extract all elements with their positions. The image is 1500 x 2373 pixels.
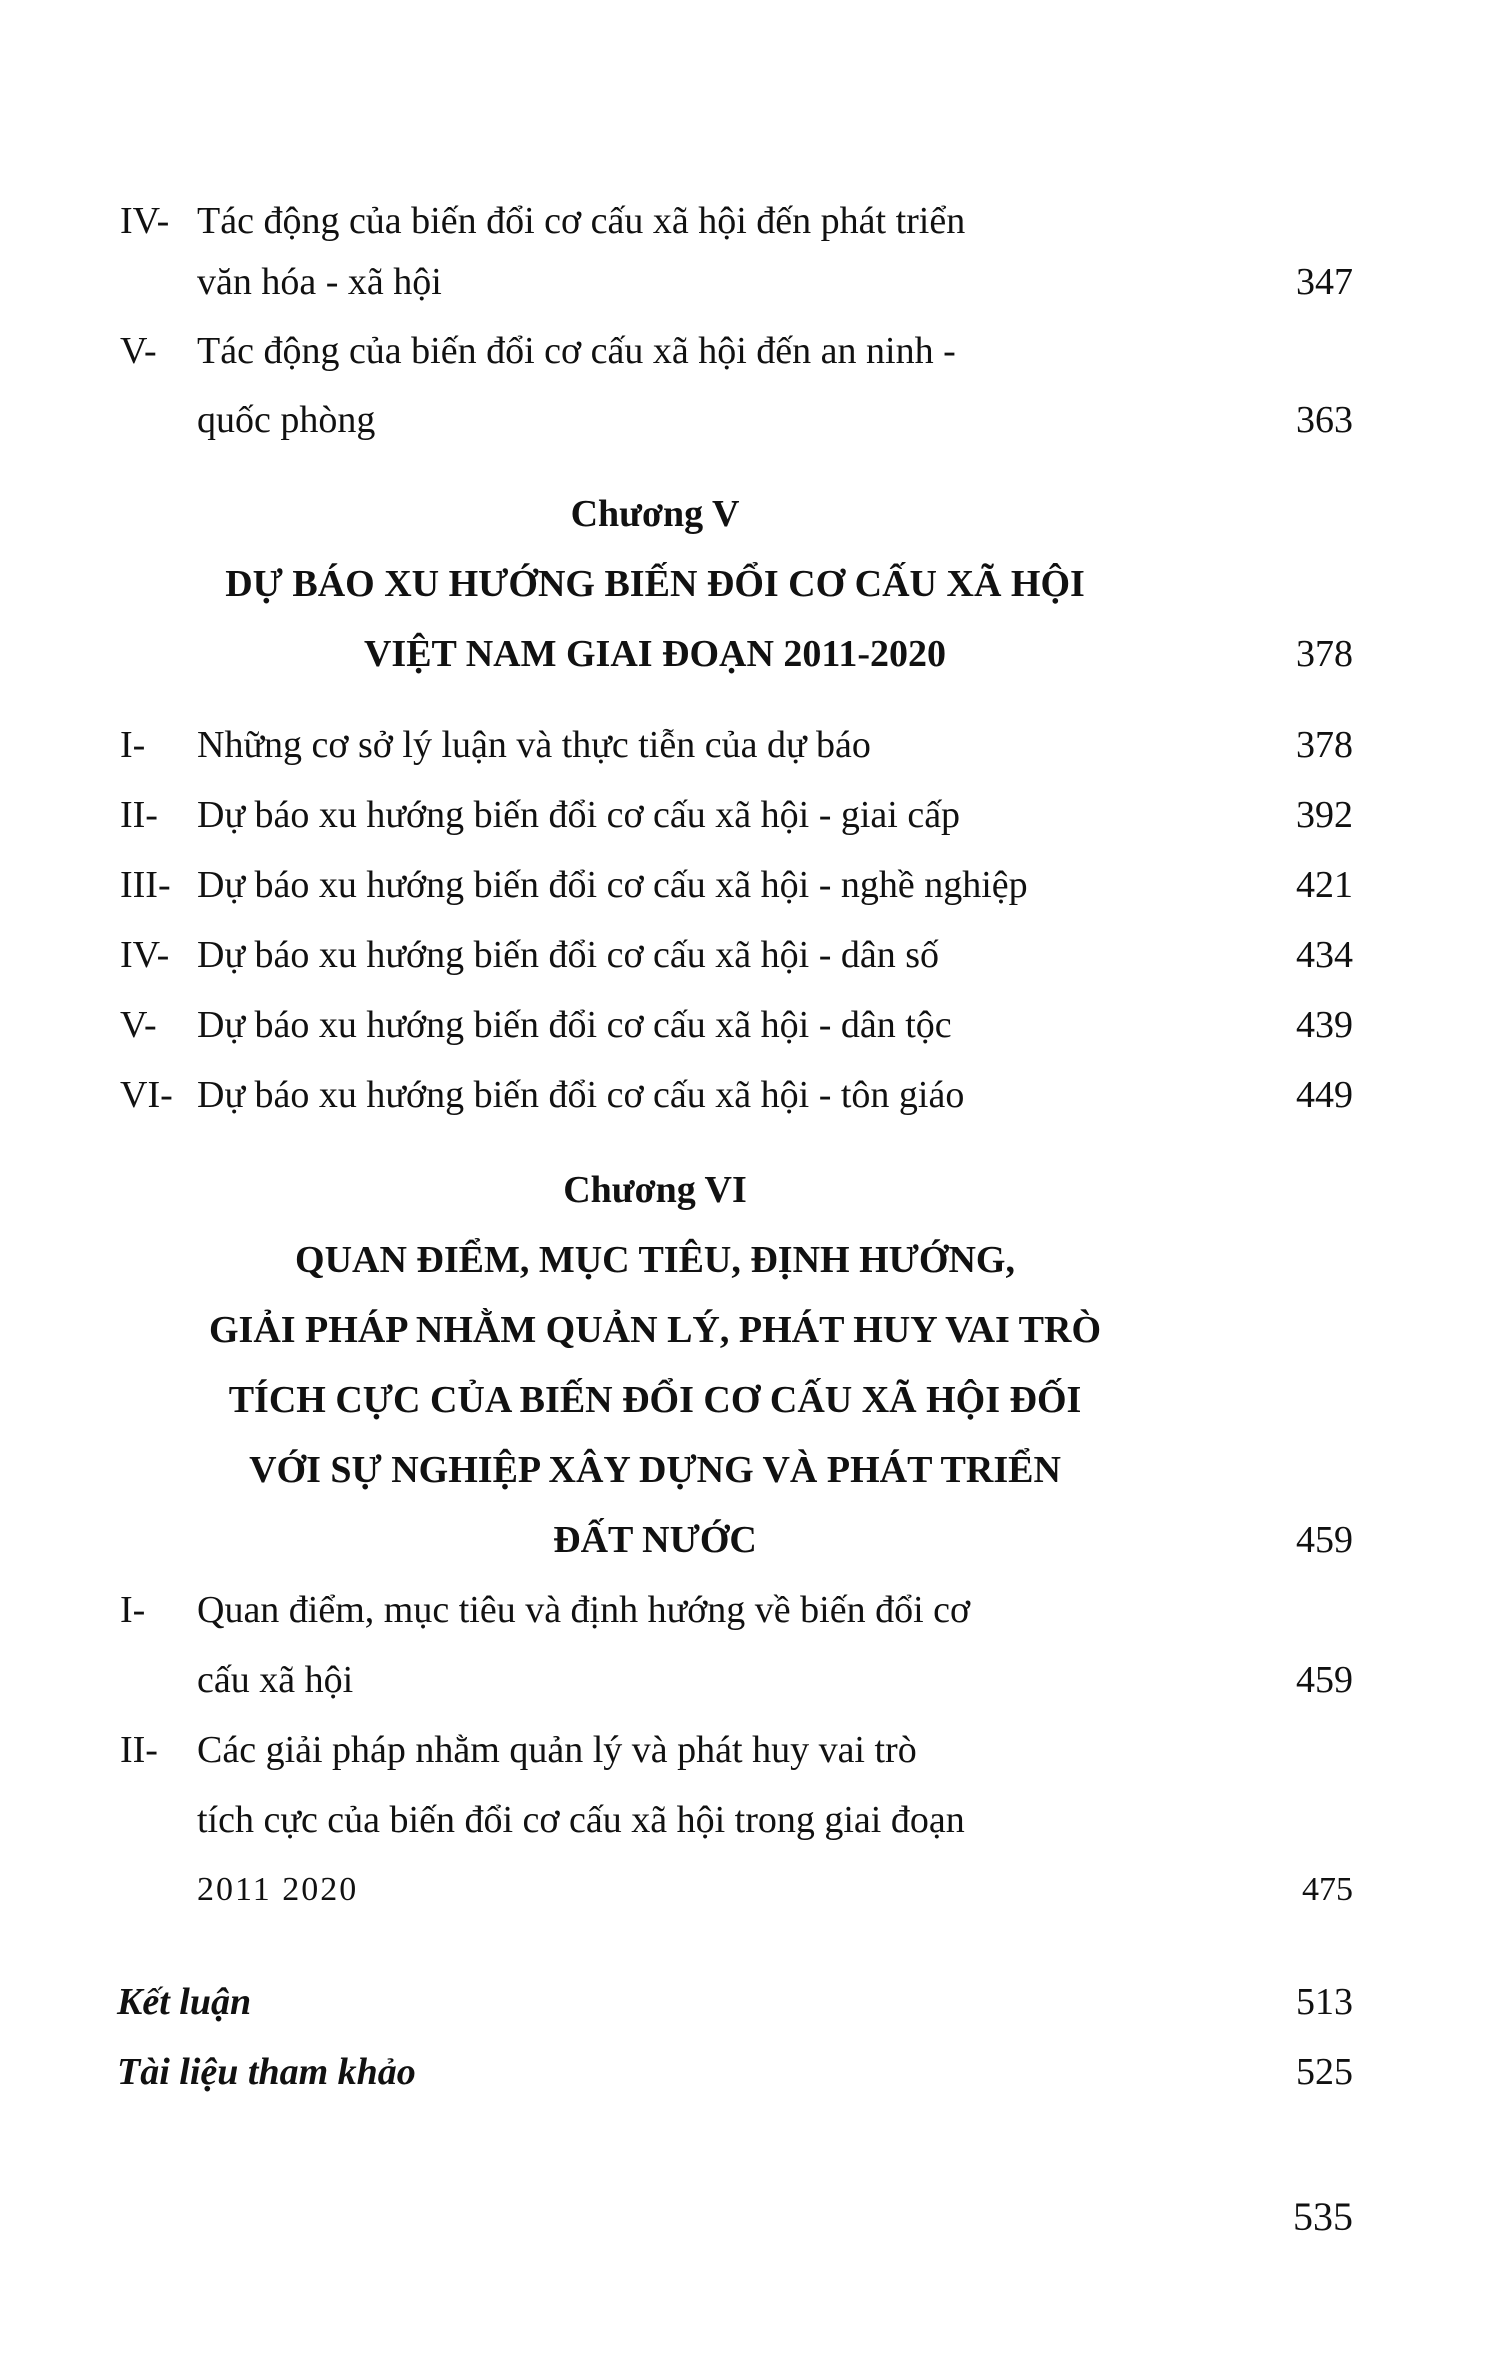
- entry-title: Dự báo xu hướng biến đổi cơ cấu xã hội - nghề nghiệp: [197, 864, 1028, 906]
- entry-page: 378: [1296, 724, 1353, 766]
- chapter-title: GIẢI PHÁP NHẰM QUẢN LÝ, PHÁT HUY VAI TRÒ: [208, 1309, 1102, 1351]
- references-entry: Tài liệu tham khảo: [117, 2051, 416, 2093]
- entry-numeral: I-: [120, 724, 146, 766]
- entry-title: Quan điểm, mục tiêu và định hướng về biến đổi cơ: [197, 1589, 971, 1631]
- chapter-label: Chương VI: [563, 1169, 747, 1211]
- entry-page: 475: [1302, 1871, 1353, 1908]
- entry-title-cont: 2011 2020: [197, 1871, 359, 1908]
- entry-numeral: II-: [120, 794, 158, 836]
- chapter-label: Chương V: [570, 493, 740, 535]
- entry-page: 363: [1296, 399, 1353, 441]
- chapter-title: VỚI SỰ NGHIỆP XÂY DỰNG VÀ PHÁT TRIỂN: [249, 1449, 1061, 1491]
- chapter-title: TÍCH CỰC CỦA BIẾN ĐỔI CƠ CẤU XÃ HỘI ĐỐI: [228, 1379, 1082, 1421]
- entry-title: Dự báo xu hướng biến đổi cơ cấu xã hội - giai cấp: [197, 794, 961, 836]
- entry-title-cont: văn hóa - xã hội: [197, 261, 442, 303]
- chapter-title: DỰ BÁO XU HƯỚNG BIẾN ĐỔI CƠ CẤU XÃ HỘI: [225, 563, 1085, 605]
- entry-title-cont: quốc phòng: [197, 399, 376, 441]
- entry-title: Các giải pháp nhằm quản lý và phát huy vai trò: [197, 1729, 917, 1771]
- conclusion-entry: Kết luận: [117, 1981, 252, 2023]
- page-number: 535: [1293, 2194, 1353, 2239]
- entry-numeral: II-: [120, 1729, 158, 1771]
- chapter-title: QUAN ĐIỂM, MỤC TIÊU, ĐỊNH HƯỚNG,: [295, 1239, 1015, 1281]
- entry-page: 392: [1296, 794, 1353, 836]
- entry-page: 347: [1296, 261, 1353, 303]
- entry-title: Dự báo xu hướng biến đổi cơ cấu xã hội - dân tộc: [197, 1004, 952, 1046]
- chapter-page: 378: [1296, 633, 1353, 675]
- entry-title: Tác động của biến đổi cơ cấu xã hội đến an ninh -: [197, 330, 956, 372]
- entry-title: Những cơ sở lý luận và thực tiễn của dự báo: [197, 724, 871, 766]
- entry-numeral: VI-: [120, 1074, 173, 1116]
- entry-title: Tác động của biến đổi cơ cấu xã hội đến phát triển: [197, 200, 966, 242]
- entry-title: Dự báo xu hướng biến đổi cơ cấu xã hội - dân số: [197, 934, 940, 976]
- entry-page: 513: [1296, 1981, 1353, 2023]
- chapter-title: ĐẤT NƯỚC: [553, 1519, 757, 1561]
- entry-title-cont: cấu xã hội: [197, 1659, 354, 1701]
- entry-page: 439: [1296, 1004, 1353, 1046]
- entry-page: 421: [1296, 864, 1353, 906]
- entry-numeral: V-: [120, 1004, 157, 1046]
- entry-page: 459: [1296, 1659, 1353, 1701]
- entry-page: 525: [1296, 2051, 1353, 2093]
- entry-page: 434: [1296, 934, 1353, 976]
- entry-title: Dự báo xu hướng biến đổi cơ cấu xã hội - tôn giáo: [197, 1074, 965, 1116]
- chapter-page: 459: [1296, 1519, 1353, 1561]
- entry-numeral: IV-: [120, 200, 170, 242]
- chapter-title: VIỆT NAM GIAI ĐOẠN 2011-2020: [363, 633, 946, 675]
- entry-numeral: III-: [120, 864, 171, 906]
- entry-title-cont: tích cực của biến đổi cơ cấu xã hội trong giai đoạn: [197, 1799, 965, 1841]
- entry-numeral: IV-: [120, 934, 170, 976]
- entry-numeral: V-: [120, 330, 157, 372]
- entry-numeral: I-: [120, 1589, 146, 1631]
- entry-page: 449: [1296, 1074, 1353, 1116]
